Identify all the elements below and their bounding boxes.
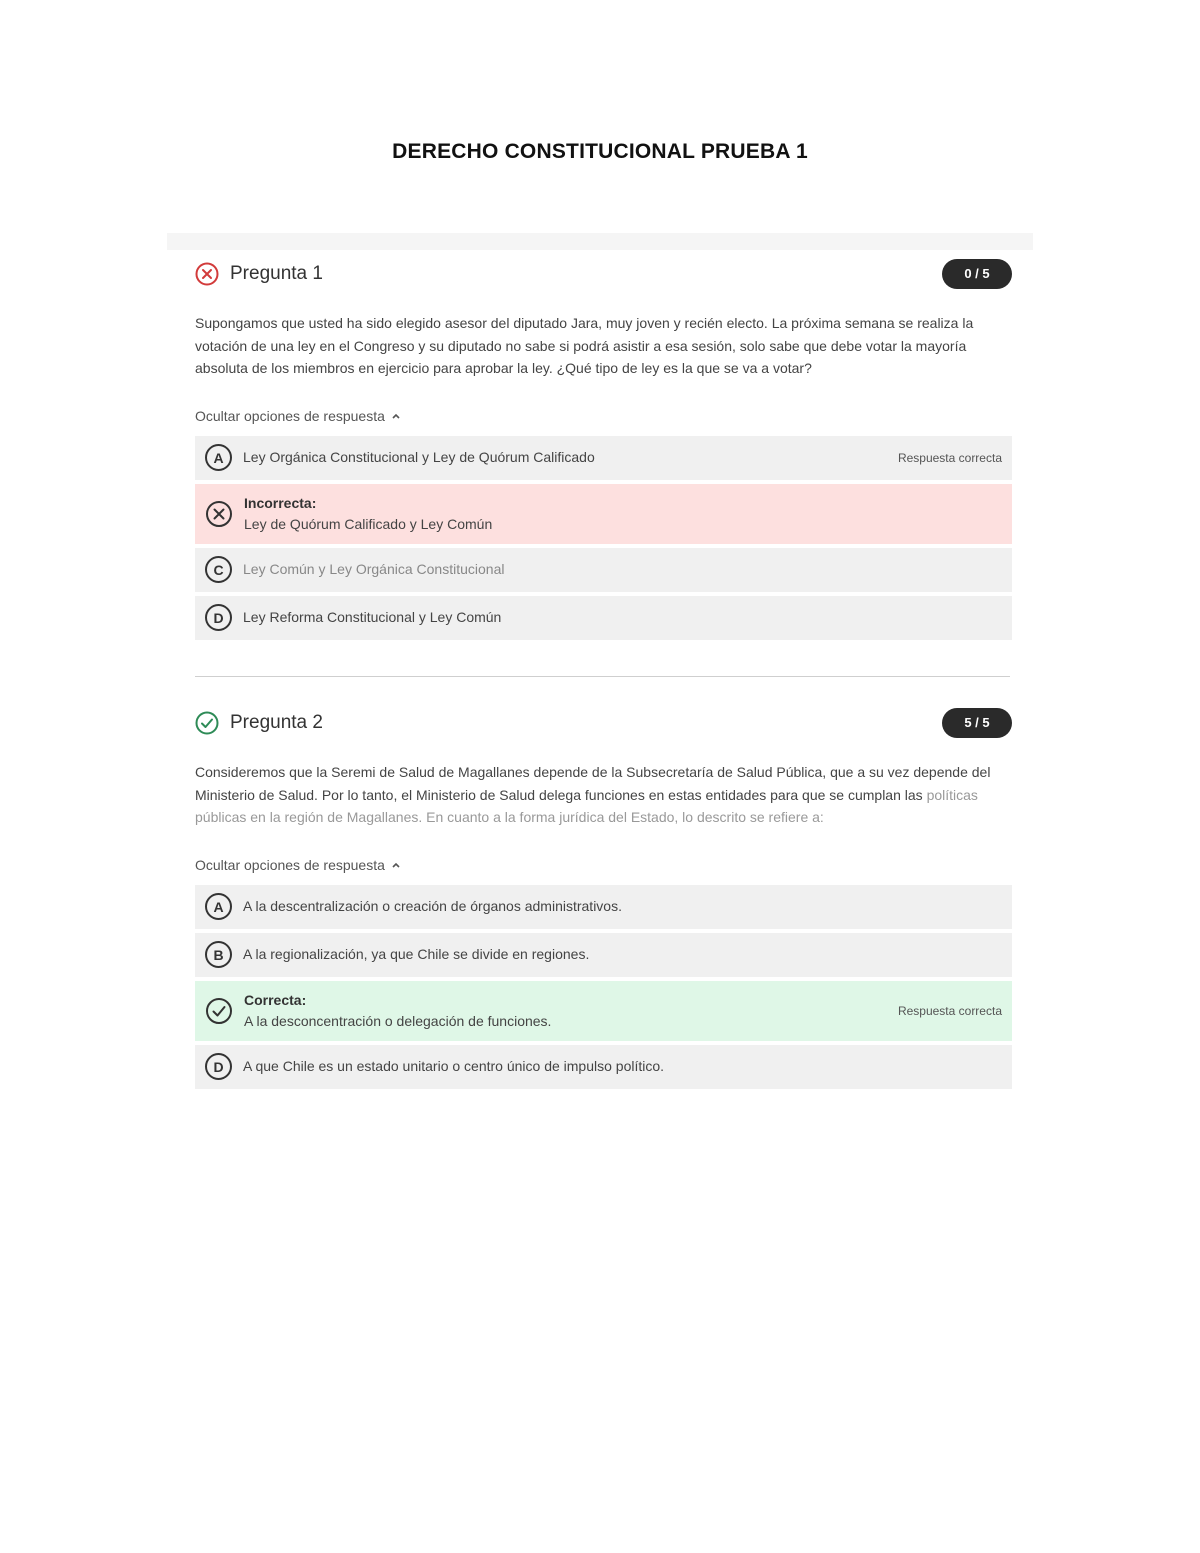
option-text: Ley Reforma Constitucional y Ley Común	[243, 609, 502, 625]
correct-answer-tag: Respuesta correcta	[897, 1003, 1002, 1018]
hide-options-toggle[interactable]	[195, 406, 1012, 426]
check-circle-icon	[195, 711, 219, 735]
toggle-label: Ocultar opciones de respuesta	[195, 407, 385, 424]
question-title: Pregunta 1	[230, 263, 323, 284]
score-badge: 0 / 5	[942, 259, 1012, 289]
option-letter: C	[205, 556, 232, 583]
answer-options	[195, 885, 1012, 1089]
question-1	[195, 258, 1012, 644]
answer-option-d[interactable]	[195, 596, 1012, 640]
chevron-up-icon	[391, 412, 401, 420]
option-letter: A	[205, 444, 232, 471]
question-text	[195, 761, 1010, 829]
answer-options	[195, 436, 1012, 640]
answer-option-d[interactable]	[195, 1045, 1012, 1089]
question-divider	[195, 676, 1010, 677]
hide-options-toggle[interactable]	[195, 855, 1012, 875]
option-text: A que Chile es un estado unitario o centro único de impulso político.	[243, 1058, 665, 1074]
incorrect-label: Incorrecta:	[244, 494, 317, 511]
chevron-up-icon	[391, 861, 401, 869]
option-text: A la regionalización, ya que Chile se divide en regiones.	[243, 946, 590, 962]
question-2	[195, 707, 1012, 1093]
question-text: Supongamos que usted ha sido elegido asesor del diputado Jara, muy joven y recién electo. La próxima semana se realiza la votación de una ley en el Congreso y su diputado no sabe si podrá asistir a esa sesión, solo sabe que debe votar la mayoría absoluta de los miembros en ejercicio para aprobar la ley. ¿Qué tipo de ley es la que se va a votar?	[195, 315, 974, 376]
option-text: A la descentralización o creación de órganos administrativos.	[243, 898, 622, 914]
option-body	[244, 990, 551, 1032]
check-circle-icon	[205, 997, 233, 1025]
question-text-main: Consideremos que la Seremi de Salud de Magallanes depende de la Subsecretaría de Salud Pública, que a su vez depende del Ministerio de Salud. Por lo tanto, el Ministerio de Salud delega funciones en estas entidades para que se cumplan las	[195, 764, 991, 803]
answer-option-a[interactable]	[195, 885, 1012, 929]
score-badge: 5 / 5	[942, 708, 1012, 738]
question-text-faded: políticas públicas en la región de Magallanes. En cuanto a la forma jurídica del Estado, lo descrito se refiere a:	[195, 786, 978, 825]
question-header	[195, 707, 1012, 739]
option-letter: A	[205, 893, 232, 920]
document-title: DERECHO CONSTITUCIONAL PRUEBA 1	[392, 140, 808, 163]
option-letter: D	[205, 604, 232, 631]
correct-label: Correcta:	[244, 991, 307, 1008]
answer-option-b[interactable]	[195, 484, 1012, 544]
question-title: Pregunta 2	[230, 712, 323, 733]
option-body	[244, 493, 492, 535]
answer-option-b[interactable]	[195, 933, 1012, 977]
answer-option-c[interactable]	[195, 981, 1012, 1041]
toggle-label: Ocultar opciones de respuesta	[195, 856, 385, 873]
correct-answer-tag: Respuesta correcta	[897, 450, 1002, 465]
x-circle-icon	[195, 262, 219, 286]
x-circle-icon	[205, 500, 233, 528]
option-text: A la desconcentración o delegación de funciones.	[244, 1012, 552, 1029]
answer-option-a[interactable]	[195, 436, 1012, 480]
header-strip	[167, 233, 1033, 250]
answer-option-c[interactable]	[195, 548, 1012, 592]
question-header	[195, 258, 1012, 290]
option-text: Ley Común y Ley Orgánica Constitucional	[243, 561, 505, 577]
option-text: Ley de Quórum Calificado y Ley Común	[244, 515, 493, 532]
option-text: Ley Orgánica Constitucional y Ley de Quórum Calificado	[243, 449, 595, 465]
option-letter: D	[205, 1053, 232, 1080]
option-letter: B	[205, 941, 232, 968]
